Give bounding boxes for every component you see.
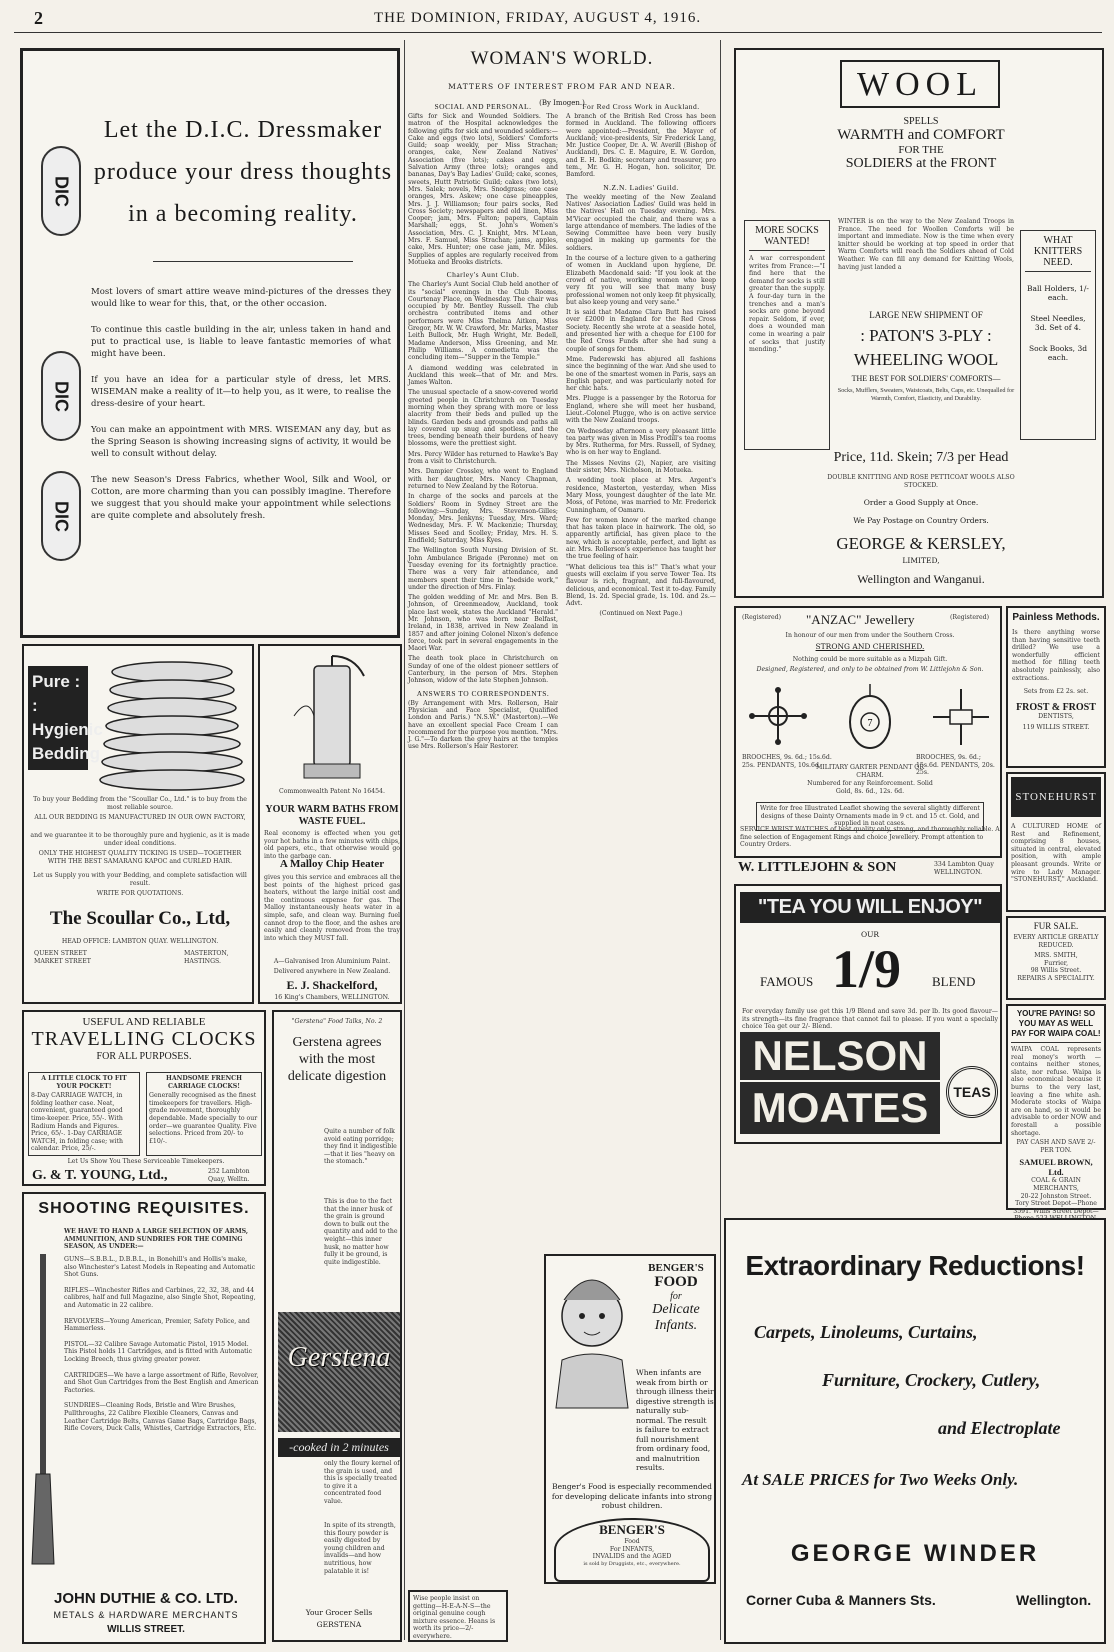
wool-firm: GEORGE & KERSLEY,: [836, 534, 1006, 553]
dic-ad: [20, 48, 400, 638]
section-text: Mrs. Plugge is a passenger by the Rotorua for England, where she will meet her husband, Lieut.-Colonel Plugge, who is on active service with the New Zealand troops.: [566, 395, 716, 425]
clocks-ad: USEFUL AND RELIABLE TRAVELLING CLOCKS FOR ALL PURPOSES. A LITTLE CLOCK TO FIT YOUR POCKET! 8-Day CARRIAGE WATCH, in folding leather case. Neat, convenient, guaranteed good time-keeper. Price, 55/-. With Radium Hands and Figures. Price, 65/-. 1-Day CARRIAGE WATCH, in folding case; with calendar. Price, 25/-. HANDSOME FRENCH CARRIAGE CLOCKS! Generally recognised as the finest timekeepers for travellers. High-grade movement, thoroughly dependable. Made specially to our order—we guarantee Quality. Five selections. Priced from 20/- to £10/-. Let Us Show You These Serviceable Timekeepers. G. & T. YOUNG, Ltd., 252 Lambton Quay, Welltn.: [22, 1010, 266, 1186]
womans-world-subtitle: MATTERS OF INTEREST FROM FAR AND NEAR.: [448, 82, 676, 91]
section-text: The Charley's Aunt Social Club held another of its "social" evenings in the Club Rooms, Courtenay Place, on Wednesday. The chair was occupied by Mr. Bentley Russell. The club orchestra contributed items and other performers were Miss Thelma Aitken, Miss Gregor, Mr. W. W. Crawford, Mr. Marks, Master Leith Bullock, Mr. Hugh Wright, Mr. Bedell, Madame Anderson, Miss Greening, and Mr. Philip Williams. A comedietta was the concluding item—"Supper in the Temple.": [408, 281, 558, 362]
headline-line-2: produce your dress thoughts: [93, 159, 393, 185]
anzac-footer: W. LITTLEJOHN & SON 334 Lambton Quay WELLINGTON.: [738, 860, 994, 876]
tea-headline: "TEA YOU WILL ENJOY": [740, 892, 1000, 923]
continued-note: (Continued on Next Page.): [599, 610, 683, 618]
gerstena-headline: Gerstena agrees with the most delicate digestion: [287, 1034, 387, 1084]
shooting-ad: SHOOTING REQUISITES. WE HAVE TO HAND A LARGE SELECTION OF ARMS, AMMUNITION, AND SUNDRIES FOR THE COMING SEASON, AS UNDER:— GUNS—S.B.B.L., D.B.B.L., in Bonehill's and Hollis's make, also Winchester's Latest Models in Repeating and Automatic Shot Guns. RIFLES—Winchester Rifles and Carbines, 22, 32, 38, and 44 calibres, half and full Magazine, also Single Shot, Repeating, and Automatic in 22 calibre. REVOLVERS—Young American, Premier, Safety Police, and Hammerless. PISTOL—32 Calibre Savage Automatic Pistol, 1915 Model. This Pistol holds 11 Cartridges, and is fitted with Automatic Locking Breech, thus giving greater power. CARTRIDGES—We have a large assortment of Rifle, Revolver, and Shot Gun Cartridges from the Best English and American Factories. SUNDRIES—Cleaning Rods, Bristle and Wire Brushes, Pullthroughs, 22 Calibre Flexible Cleaners, Canvas and Leather Cartridge Belts, Canvas Game Bags, Cartridge Bags, Rifle Covers, Duck Calls, Whistles, Cartridge Extractors, Etc. JOHN DUTHIE & CO. LTD. METALS & HARDWARE MERCHANTS WILLIS STREET.: [22, 1192, 266, 1644]
teas-badge: TEAS: [946, 1066, 998, 1118]
wool-body: WINTER is on the way to the New Zealand Troops in France. The need for Woollen Comforts will be important and immediate. Now is the time when every knitter should be working at top speed in order that Warm Comforts will reach the Soldiers ahead of Cold Weather. We can fill any demand for Knitting Wools, having just landed a: [838, 218, 1014, 271]
section-text: Mrs. Dampier Crossley, who went to England with her daughter, Mrs. Nancy Chapman, returned to New Zealand by the Rotorua.: [408, 468, 558, 490]
heater-ad: Commonwealth Patent No 16454. YOUR WARM BATHS FROM WASTE FUEL. Real economy is effected when you get your hot baths in a few minutes with chips, old papers, etc., that otherwise would go into the garbage can. A Malloy Chip Heater gives you this service and embraces all the best points of the highest priced gas heaters, without the large initial cost and the continuous expense for gas. The Malloy instantaneously heats water in a simple, safe, and clean way. Burning fuel cannot drop to the floor, and the ashes are easily and cleanly removed from the tray into which they MUST fall. A—Galvanised Iron Aluminium Paint. Delivered anywhere in New Zealand. E. J. Shackelford, 16 King's Chambers, WELLINGTON.: [258, 644, 402, 1004]
dic-paragraph: To continue this castle building in the air, unless taken in hand and put to practical use, is liable to leave fantastic memories of what might have been.: [91, 325, 391, 359]
dic-paragraph: Most lovers of smart attire weave mind-pictures of the dresses they would like to wear for this, that, or the other occasion.: [91, 287, 391, 309]
dic-badge-middle: DIC: [41, 351, 81, 441]
right-column: [566, 98, 716, 621]
wool-postage: We Pay Postage on Country Orders.: [853, 516, 989, 525]
more-socks-box: MORE SOCKS WANTED! A war correspondent writes from France:—"I find here that the demand for socks is still greater than the supply. A four-day turn in the trenches and a man's socks are gone beyond repair. Seldom, if ever, does a wounded man come in wearing a pair of socks that justify mending.": [744, 220, 830, 450]
section-text: Few for women know of the marked change that has taken place in hairwork. The old, so apparently artificial, has given place to the new, which is acceptable, perfect, and light as air. Mrs. Rollerson's experience has taught her the true feeling of hair.: [566, 516, 716, 561]
stonehurst-ad: STONEHURST A CULTURED HOME of Rest and Refinement, comprising 8 houses, situated in central, elevated position, with ample pleasant grounds. Write or wire to Lady Manager. "STONEHURST," Auckland.: [1006, 772, 1106, 912]
wise-people-ad: Wise people insist on getting—H-E-A-N-S—the original genuine cough mixture essence. Heans is worth its price—2/- everywhere.: [408, 1590, 508, 1642]
tea-ad: "TEA YOU WILL ENJOY" OUR FAMOUS 1/9 BLEND For everyday family use get this 1/9 Blend and save 3d. per lb. Its good flavour—its strength—its fine fragrance that cannot fail to please. If you want a specially choice Tea get our 2/- Blend. NELSON MOATES TEAS: [734, 884, 1002, 1144]
section-text: The weekly meeting of the New Zealand Natives' Association Ladies' Guild was held in the Natives' Hall on Tuesday evening. Mrs. M'Vicar occupied the chair, and there was a large attendance of members. The ladies of the Sewing Committee have been very busily engaged in making up garments for the soldiers.: [566, 193, 716, 252]
shooting-items: GUNS—S.B.B.L., D.B.B.L., in Bonehill's and Hollis's make, also Winchester's Latest Models in Repeating and Automatic Shot Guns. RIFLES—Winchester Rifles and Carbines, 22, 32, 38, and 44 calibres, half and full Magazine, also Single Shot, Repeating, and Automatic in 22 calibre. REVOLVERS—Young American, Premier, Safety Police, and Hammerless. PISTOL—32 Calibre Savage Automatic Pistol, 1915 Model. This Pistol holds 11 Cartridges, and is fitted with Automatic Locking Breech, thus giving greater power. CARTRIDGES—We have a large assortment of Rifle, Revolver, and Shot Gun Cartridges from the Best English and American Factories. SUNDRIES—Cleaning Rods, Bristle and Wire Brushes, Pullthroughs, 22 Calibre Flexible Cleaners, Canvas and Leather Cartridge Belts, Canvas Game Bags, Cartridge Bags, Rifle Covers, Duck Calls, Whistles, Cartridge Extractors, Etc.: [64, 1256, 259, 1433]
masthead: [14, 2, 1102, 32]
gerstena-ad: "Gerstena" Food Talks, No. 2 Gerstena agrees with the most delicate digestion Quite a number of folk avoid eating porridge; they find it indigestible—that it lies "heavy on the stomach." This is due to the fact that the inner husk of the grain is ground down to bulk out the quantity and add to the weight—this inner husk, no matter how fully it be ground, is quite indigestible. Gerstena -cooked in 2 minutes only the floury kernel of the grain is used, and this is specially treated to give it a concentrated food value. In spite of its strength, this floury powder is easily digested by young children and invalids—and how nutritious, how palatable it is! Your Grocer Sells GERSTENA: [272, 1010, 402, 1642]
answers-heading: ANSWERS TO CORRESPONDENTS.: [416, 688, 550, 698]
stonehurst-banner: STONEHURST: [1011, 777, 1101, 817]
section-text: It is said that Madame Clara Butt has raised over £2000 in England for the Red Cross Society. Recently she wrote at a seaside hotel, and presented her with a cheque for £100 for the Red Cross Funds after she had sung a couple of songs for them.: [566, 309, 716, 353]
womans-world-byline: (By Imogen.): [539, 99, 585, 107]
french-clock-box: HANDSOME FRENCH CARRIAGE CLOCKS! Generally recognised as the finest timekeepers for travellers. High-grade movement, thoroughly dependable. Made specially to our order—we guarantee Quality. Five selections. Priced from 20/- to £10/-.: [146, 1072, 262, 1156]
page-number: 2: [34, 8, 43, 28]
column-rule: [404, 40, 405, 1640]
newspaper-title: THE DOMINION, FRIDAY, AUGUST 4, 1916.: [374, 10, 702, 26]
dic-paragraph: If you have an idea for a particular style of dress, let MRS. WISEMAN make a reality of it—to help you, as it were, to realise the dress-desire of your heart.: [91, 375, 391, 409]
wool-headline: SPELLS WARMTH and COMFORT FOR THE SOLDIERS at the FRONT: [837, 116, 1005, 171]
section-text: The death took place in Christchurch on Sunday of one of the oldest pioneer settlers of Canterbury, in the person of Mrs. Stephen Johnson, widow of the late Stephen Johnson.: [408, 655, 558, 685]
headline-line-3: in a becoming reality.: [128, 201, 358, 227]
tea-price: 1/9: [832, 939, 902, 999]
section-text: The Wellington South Nursing Division of St. John Ambulance Brigade (Peronne) met on Tuesday evening for its fortnightly practice. There was a very fair attendance, and members spent their time in "bedside work," under the direction of Mrs. Finlay.: [408, 547, 558, 591]
svg-text:7: 7: [867, 718, 873, 729]
wool-title: WOOL: [840, 60, 1000, 108]
scoullar-firm: The Scoullar Co., Ltd,: [49, 908, 231, 929]
answers-text: (By Arrangement with Mrs. Rollerson, Hair Physician and Face Specialist, Qualified London and Paris.) "N.S.W." (Masterton).—We have an excellent special Face Cream I can recommend for the purpose you mention. "Mrs. J. G."—To darken the grey hairs at the temples use Mrs. Rollerson's Hair Restorer.: [408, 699, 558, 751]
pendant-icon: [841, 682, 899, 754]
dic-badge-bottom: DIC: [41, 471, 81, 561]
nelson-brand: NELSON: [740, 1032, 940, 1080]
chip-heater-icon: [284, 656, 380, 786]
anzac-title: "ANZAC" Jewellery: [806, 612, 915, 627]
wool-stock: DOUBLE KNITTING AND ROSE PETTICOAT WOOLS ALSO STOCKED.: [827, 474, 1015, 489]
moates-brand: MOATES: [740, 1082, 940, 1134]
cross-brooch-icon: [748, 686, 808, 746]
star-brooch-icon: [930, 686, 992, 748]
masthead-rule: [14, 32, 1102, 33]
section-text: Gifts for Sick and Wounded Soldiers. The matron of the Hospital acknowledges the following gifts for sick and wounded soldiers:—Cake and eggs (two lots), Soldiers' Comforts Guild; soap weekly, per Miss Strachan; oranges, cake, New Zealand Natives' Association (five lots); cakes and eggs, Salvation Army (three lots); oranges and bananas, Day's Bay Ladies' Guild; cake, scones, sweets, Huttt Patriotic Guild; cakes (two lots), Mrs. Salek; novels, Mrs. Snodgrass; one case oranges, Mrs. Askew; one case pineapples, Mrs. J. J. Williamson; four pairs socks, Red Cross Society; newspapers and old linen, Miss Cooper; jam, Mrs. Fulton; papers, Captain Marshall; eggs, St. John's Women's Association, Mrs. C. J. Knight, Mrs. M'Lean, Mrs. F. Samuel, Miss Strachan; jams, apples, cake, Mrs. Hunter; one case jam, Mr. Miles. Supplies of apples are regularly received from Motueka and Brooks districts.: [408, 113, 558, 266]
wool-ad: [734, 48, 1104, 598]
section-heading: SOCIAL AND PERSONAL.: [434, 102, 532, 111]
section-text: "What delicious tea this is!" That's what your guests will exclaim if you serve Tower Tea. Its flavour is rich, fragrant, and full-flavoured, delicious, and economical. Test it to-day. Family Blend, 1s. 2d. Special grade, 1s. 10d. and 2s.—Advt.: [566, 563, 716, 608]
dic-body: [91, 286, 391, 522]
womans-world-title: WOMAN'S WORLD.: [470, 48, 654, 69]
section-heading: For Red Cross Work in Auckland.: [582, 102, 700, 111]
section-text: Mme. Paderewski has abjured all fashions since the beginning of the war. And she used to be one of the smartest women in Paris, says an English paper, and was particularly noted for her chic hats.: [566, 355, 716, 393]
wool-price: Price, 11d. Skein; 7/3 per Head: [833, 450, 1009, 465]
section-text: Mrs. Percy Wilder has returned to Hawke's Bay from a visit to Christchurch.: [408, 450, 558, 466]
section-text: In the course of a lecture given to a gathering of women in Auckland upon hygiene, Dr. Elizabeth Macdonald said: "If you look at the crowd of native, working women who keep very fit you will see that many busy professional women not only keep fit physically, but also keep young and very sane.": [566, 255, 717, 306]
bedding-title: Pure : : Hygienic Bedding: [28, 666, 88, 770]
womans-world: [408, 40, 716, 1250]
knitters-box: WHAT KNITTERS NEED. Ball Holders, 1/- each. Steel Needles, 3d. Set of 4. Sock Books, 3d each.: [1020, 230, 1096, 440]
mattress-stack-icon: [94, 652, 250, 792]
wool-shipment: LARGE NEW SHIPMENT OF : PATON'S 3-PLY : WHEELING WOOL THE BEST FOR SOLDIERS' COMFORTS— Socks, Mufflers, Sweaters, Waistcoats, Belts, Caps, etc. Unequalled for Warmth, Comfort, Elasticity, and Durability.: [837, 310, 1015, 402]
bengers-ad: BENGER'S FOOD for Delicate Infants. When infants are weak from birth or through illness their digestive strength is naturally sub-normal. The result is failure to extract full nourishment from ordinary food, and malnutrition results. Benger's Food is especially recommended for developing delicate infants into strong robust children. BENGER'S Food For INFANTS, INVALIDS and the AGED is sold by Druggists, etc., everywhere.: [544, 1254, 716, 1584]
infant-portrait-icon: [550, 1260, 634, 1410]
section-heading: Charley's Aunt Club.: [446, 270, 520, 280]
section-text: In charge of the socks and parcels at the Soldiers' Room in Sydney Street are the following:—Sunday, Mrs. Stevenson-Gilles; Monday, Mrs. Jenkyns; Tuesday, Mrs. Ward; Wednesday, Mrs. F. W. Mackenzie; Thursday, Misses Seed and Scolley; Friday, Mrs. H. S. Endfield; Saturday, Miss Kyes.: [408, 493, 558, 545]
wool-limited: LIMITED,: [902, 556, 940, 565]
bedding-ad: Pure : : Hygienic Bedding To buy your Bedding from the "Scoullar Co., Ltd." is to buy from the most reliable source. ALL OUR BEDDING IS MANUFACTURED IN OUR OWN FACTORY, and we guarantee it to be thoroughly pure and hygienic, as it is made under ideal conditions. ONLY THE HIGHEST QUALITY TICKING IS USED—TOGETHER WITH THE BEST SAMARANG KAPOC and CURLED HAIR. Let us Supply you with your Bedding, and complete satisfaction will result. WRITE FOR QUOTATIONS. The Scoullar Co., Ltd, HEAD OFFICE: LAMBTON QUAY. WELLINGTON. QUEEN STREET MARKET STREET MASTERTON, HASTINGS.: [22, 644, 254, 1004]
section-heading: N.Z.N. Ladies' Guild.: [603, 182, 679, 192]
dic-paragraph: You can make an appointment with MRS. WISEMAN any day, but as the Spring Season is showing increasing signs of activity, it would be well to consult without delay.: [91, 425, 391, 459]
fur-sale-ad: FUR SALE. EVERY ARTICLE GREATLY REDUCED. MRS. SMITH, Furrier, 98 Willis Street. REPAIRS A SPECIALITY.: [1006, 916, 1106, 1000]
left-column: [408, 98, 558, 754]
section-text: A wedding took place at Mrs. Argent's residence, Masterton, yesterday, when Miss Mary Moss, youngest daughter of the late Mr. Moss, of Petone, was married to Mr. Frederick Cunningham, of Oamaru.: [566, 477, 716, 514]
rifle-icon: [28, 1254, 58, 1574]
wool-towns: Wellington and Wanganui.: [857, 572, 985, 586]
section-text: The unusual spectacle of a snow-covered world greeted people in Christchurch on Tuesday morning when they sprang with more or less alacrity from their beds and pulled up the blinds. Garden beds and grounds and paths all lay covered up snug and spotless, and the trees, bending beneath their burdens of heavy blossoms, were the prettiest sight.: [408, 389, 558, 448]
waipa-ad: YOU'RE PAYING! SO YOU MAY AS WELL PAY FOR WAIPA COAL! WAIPA COAL represents real money's worth — contains neither stones, slate, nor refuse. Waipa is also economical because it burns to the very last, leaving a fine white ash. Moderate stocks of Waipa are on hand, so it would be advisable to order NOW and forestall a possible shortage. PAY CASH AND SAVE 2/- PER TON. SAMUEL BROWN, Ltd. COAL & GRAIN MERCHANTS, 20-22 Johnston Street. Tory Street Depot—Phone 3591. Willis Street Depot—: [1006, 1004, 1106, 1210]
wool-order: Order a Good Supply at Once.: [863, 498, 979, 507]
pocket-clock-box: A LITTLE CLOCK TO FIT YOUR POCKET! 8-Day CARRIAGE WATCH, in folding leather case. Neat, convenient, guaranteed good time-keeper. Price, 55/-. With Radium Hands and Figures. Price, 65/-. 1-Day CARRIAGE WATCH, in folding case; with calendar. Price, 25/-.: [28, 1072, 140, 1156]
section-text: The golden wedding of Mr. and Mrs. Ben B. Johnson, of Greenmeadow, Auckland, took place last week, states the Auckland "Herald." Mr. Johnson, who was born near Belfast, Ireland, in 1838, arrived in New Zealand in 1857 and after joining Colonel Nixon's defence force, took part in several engagements in the Maori War.: [408, 594, 558, 653]
dic-badge-top: DIC: [41, 146, 81, 236]
column-rule: [720, 40, 721, 1640]
section-text: On Wednesday afternoon a very pleasant little tea party was given in Miss Prodill's tea rooms by Mrs. Rutherma, for Mrs. Russell, of Sydney, who is on her way to England.: [566, 427, 716, 457]
dic-headline: [93, 109, 393, 235]
winder-ad: Extraordinary Reductions! Carpets, Linoleums, Curtains, Furniture, Crockery, Cutlery, and Electroplate At SALE PRICES for Two Weeks Only. GEORGE WINDER Corner Cuba & Manners Sts. Wellington.: [724, 1218, 1106, 1644]
section-text: A diamond wedding was celebrated in Auckland this week—that of Mr. and Mrs. James Walton.: [408, 364, 558, 387]
bengers-title: BENGER'S FOOD for Delicate Infants.: [648, 1262, 704, 1333]
section-text: The Misses Nevins (2), Napier, are visiting their sister, Mrs. Nicholson, in Motueka.: [566, 459, 716, 475]
painless-ad: Painless Methods. Is there anything worse than having sensitive teeth drilled? We use a wonderfully efficient method for filling teeth absolutely painlessly, also extractions. Sets from £2 2s. set. FROST & FROST DENTISTS, 119 WILLIS STREET.: [1006, 606, 1106, 768]
headline-line-1: Let the D.I.C. Dressmaker: [103, 117, 383, 143]
anzac-ad: (Registered) "ANZAC" Jewellery (Registered) In honour of our men from under the Southern Cross. STRONG AND CHERISHED. Nothing could be more suitable as a Mizpah Gift. Designed, Registered, and only to be obtained from W. Littlejohn & Son. 7 BROOCHES, 9s. 6d.; 15s.6d. 25s. PENDANTS, 10s.6d. BROOCHES, 9s. 6d.; 15s.6d. PENDANTS, 20s. 25s. MILITARY GARTER PENDANT OR CHARM. Numbered for any Reinforcement. Solid Gold, 8s. 6d., 12s. 6d. Write for free Illustrated Leaflet showing the several slightly different designs of these Dainty Ornaments made in 9 ct. and 15 ct. Gold, and supplied in neat cases. SERVICE WRIST WATCHES of best quality only, strong, and thoroughly reliable. A fine selection of Engagement Rings and choice Jewellery. Prompt attention to Country Orders.: [734, 606, 1002, 858]
gerstena-pack-image: Gerstena: [278, 1312, 400, 1432]
bengers-label: BENGER'S Food For INFANTS, INVALIDS and the AGED is sold by Druggists, etc., everywhere.: [554, 1518, 710, 1582]
section-text: A branch of the British Red Cross has been formed in Auckland. The following officers were appointed:—President, the Mayor of Auckland; vice-presidents, Sir Frederick Lang, Mr. Justice Cooper, Dr. A. W. Averill (Bishop of Auckland), Drs. C. E. Maguire, E. W. Gordon, and E. H. Bodkin; secretary and treasurer, pro tem., Mr. G. H. Hogan, hon. solicitor, Dr. Bamford.: [566, 113, 716, 179]
dic-divider: [153, 261, 353, 262]
dic-paragraph: The new Season's Dress Fabrics, whether Wool, Silk and Wool, or Cotton, are more charming than you can possibly imagine. Therefore we suggest that you should make your appointment while selections are quite complete and absolutely fresh.: [91, 475, 391, 521]
